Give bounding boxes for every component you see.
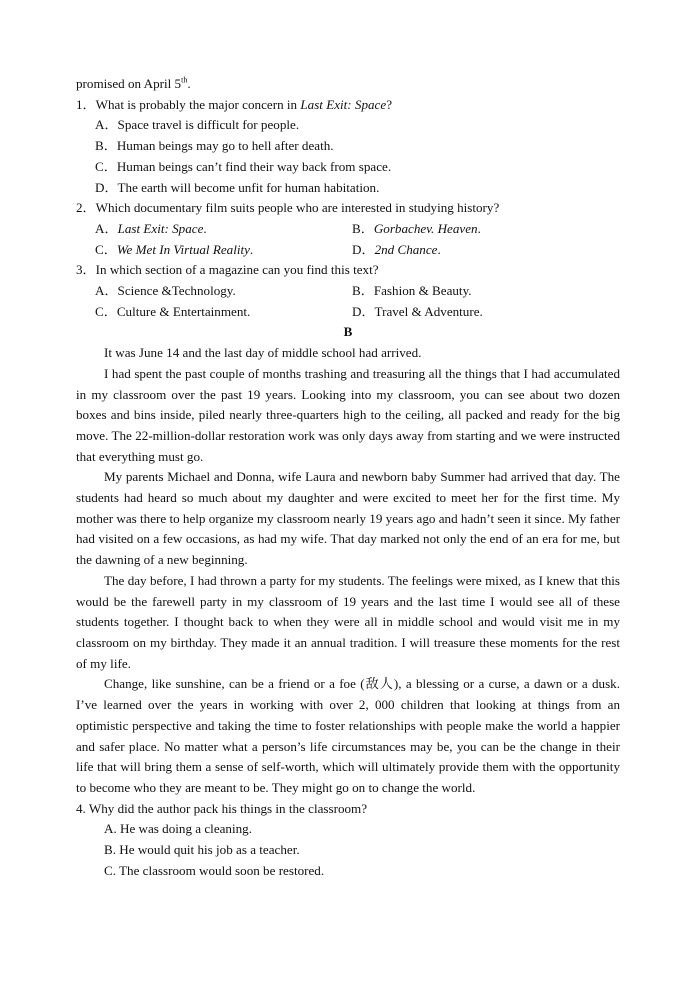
q3-option-b: B．Fashion & Beauty. [352,283,472,299]
paragraph-3: My parents Michael and Donna, wife Laura and newborn baby Summer had arrived that day. The students had heard so much about my daughter and were excited to meet her for the first time. My mother was there to help organize my classroom nearly 19 years ago and hadn’t seen it since. My father had visited on a few occasions, as had my wife. That day marked not only the end of an era for me, but the dawning of a new beginning. [76,469,620,568]
option-tail: . [203,220,207,236]
q1-option-d: D．The earth will become unfit for human habitation. [95,179,380,195]
q2-option-c [95,240,352,261]
option-tail: . [437,241,441,257]
q1-stem: 1．What is probably the major concern in [76,96,301,112]
q3-options-row-2 [76,302,620,323]
option-text: Gorbachev. Heaven [373,220,478,236]
question-3: 3．In which section of a magazine can you find this text? [76,262,379,278]
option-letter: B． [352,220,374,236]
q3-option-a: A．Science &Technology. [95,283,236,299]
q2-option-d [352,240,441,261]
option-tail: . [249,241,254,257]
question-1 [76,95,620,116]
option-letter: A． [95,220,118,236]
paragraph-2: I had spent the past couple of months trashing and treasuring all the things that I had accumulated in my classroom over the past 19 years. Looking into my classroom, you can see about two dozen boxes and bins inside, piled nearly three-quarters high to the ceiling, all packed and ready for the big move. The 22-million-dollar restoration work was only days away from starting and we were instructed that everything must go. [76,365,620,464]
option-text: Last Exit: Space [117,220,204,236]
q1-option-c: C．Human beings can’t find their way back from space. [95,158,392,174]
option-letter: C． [95,241,117,257]
intro-text: promised on April 5 [76,76,182,91]
section-heading: B [343,324,353,340]
paragraph-4: The day before, I had thrown a party for my students. The feelings were mixed, as I knew that this would be the farewell party in my classroom of 19 years and the last time I would see all of these students together. I thought back to when they were all in middle school and would visit me in my classroom on my birthday. They made it an annual tradition. I will treasure these moments for the rest of my life. [76,572,620,671]
option-tail: . [477,220,481,236]
question-4: 4. Why did the author pack his things in the classroom? [76,800,368,816]
document-page [76,74,620,881]
option-letter: D． [352,241,375,257]
q2-options-row-1 [76,219,620,240]
q2-option-a [95,219,352,240]
q1-option-b: B．Human beings may go to hell after death. [95,138,334,154]
paragraph-1: It was June 14 and the last day of middle school had arrived. [104,345,422,361]
q3-options-row-1 [76,281,620,302]
q1-stem-title: Last Exit: Space [300,96,387,112]
question-2: 2．Which documentary film suits people who are interested in studying history? [76,200,500,216]
intro-tail: . [187,76,191,91]
q4-option-a: A. He was doing a cleaning. [104,821,252,837]
q1-option-a: A．Space travel is difficult for people. [95,117,300,133]
paragraph-5: Change, like sunshine, can be a friend or a foe (敌人), a blessing or a curse, a dawn or a dusk. I’ve learned over the years in working with over 2, 000 children that looking at things from an optimistic perspective and taking the time to foster relationships with people make the world a happier and safer place. No matter what a person’s life circumstances may be, you can be the change in their life that will bring them a sense of self-worth, which will ultimately provide them with the opportunity to become who they are meant to be. They might go on to change the world. [76,676,620,795]
q1-stem-end: ? [386,96,392,112]
superscript: th [181,75,188,85]
q2-options-row-2 [76,240,620,261]
q3-option-d: D．Travel & Adventure. [352,303,483,319]
q3-option-c: C．Culture & Entertainment. [95,303,251,319]
intro-line [76,74,620,95]
q4-option-c: C. The classroom would soon be restored. [104,862,325,878]
option-text: We Met In Virtual Reality [116,241,250,257]
q4-option-b: B. He would quit his job as a teacher. [104,842,300,858]
option-text: 2nd Chance [374,241,438,257]
q2-option-b [352,219,481,240]
